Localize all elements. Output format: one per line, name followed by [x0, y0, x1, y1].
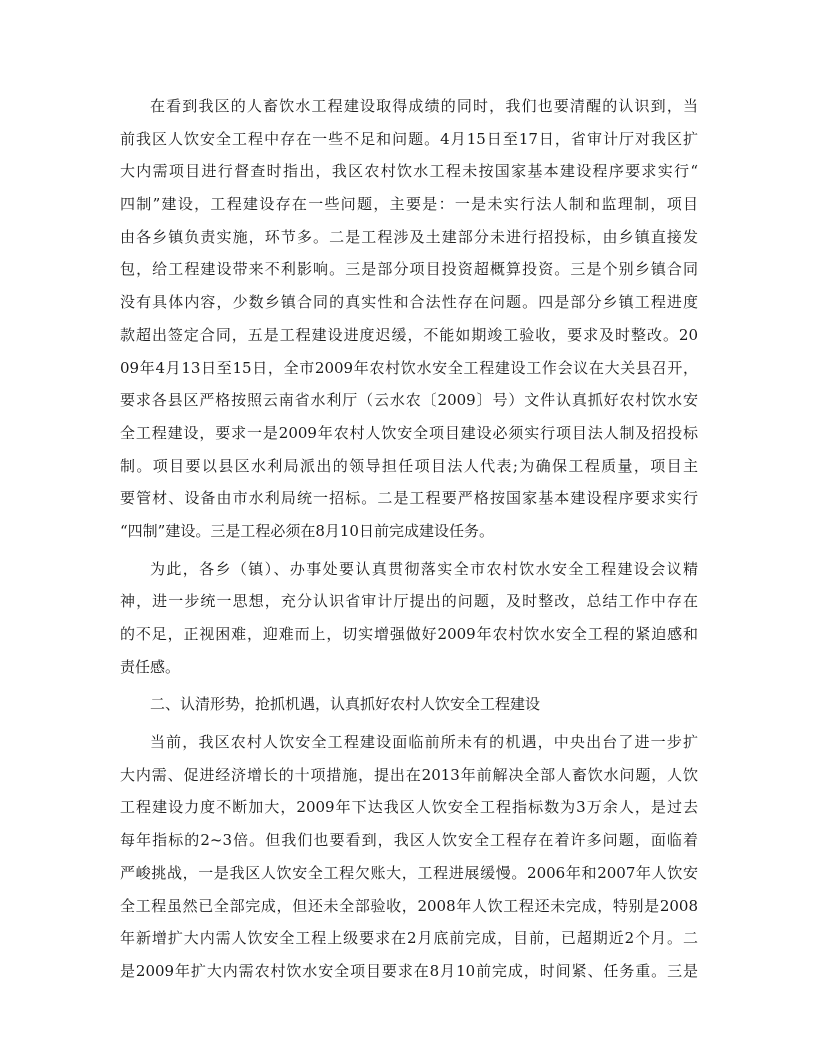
paragraph-line: 09年4月13日至15日，全市2009年农村饮水安全工程建设工作会议在大关县召开，: [120, 358, 698, 377]
paragraph: [120, 726, 698, 988]
paragraph-line: 为此，各乡（镇）、办事处要认真贯彻落实全市农村饮水安全工程建设会议精: [150, 559, 698, 578]
paragraph-line: 神，进一步统一思想，充分认识省审计厅提出的问题，及时整改，总结工作中存在: [120, 592, 698, 611]
paragraph-line: 责任感。: [120, 657, 181, 676]
paragraph-line: 的不足，正视困难，迎难而上，切实增强做好2009年农村饮水安全工程的紧迫感和: [120, 625, 698, 643]
paragraph-line: 款超出签定合同，五是工程建设进度迟缓，不能如期竣工验收，要求及时整改。20: [120, 325, 698, 344]
paragraph-line: 年新增扩大内需人饮安全工程上级要求在2月底前完成，目前，已超期近2个月。二: [120, 929, 698, 948]
paragraph-line: 没有具体内容，少数乡镇合同的真实性和合法性存在问题。四是部分乡镇工程进度: [120, 293, 698, 312]
paragraph-line: 四制”建设，工程建设存在一些问题，主要是：一是未实行法人制和监理制，项目: [120, 195, 698, 214]
paragraph-line: 要求各县区严格按照云南省水利厅（云水农〔2009〕号）文件认真抓好农村饮水安: [120, 391, 698, 410]
paragraph-line: 二、认清形势，抢抓机遇，认真抓好农村人饮安全工程建设: [150, 695, 541, 714]
paragraph-line: 工程建设力度不断加大，2009年下达我区人饮安全工程指标数为3万余人，是过去: [120, 798, 698, 817]
paragraph-line: 大内需、促进经济增长的十项措施，提出在2013年前解决全部人畜饮水问题，人饮: [120, 765, 698, 784]
paragraph-line: 是2009年扩大内需农村饮水安全项目要求在8月10前完成，时间紧、任务重。三是: [120, 961, 698, 980]
paragraph-line: 要管材、设备由市水利局统一招标。二是工程要严格按国家基本建设程序要求实行: [120, 489, 698, 508]
paragraph-line: 当前，我区农村人饮安全工程建设面临前所未有的机遇，中央出台了进一步扩: [150, 733, 698, 752]
paragraph: [120, 90, 698, 548]
document-body: [120, 90, 698, 988]
paragraph-line: 由各乡镇负责实施，环节多。二是工程涉及土建部分未进行招投标，由乡镇直接发: [120, 227, 698, 246]
paragraph-line: 制。项目要以县区水利局派出的领导担任项目法人代表;为确保工程质量，项目主: [120, 456, 698, 475]
paragraph-line: 在看到我区的人畜饮水工程建设取得成绩的同时，我们也要清醒的认识到，当: [150, 97, 698, 115]
paragraph-line: 每年指标的2~3倍。但我们也要看到，我区人饮安全工程存在着许多问题，面临着: [120, 831, 698, 850]
paragraph: [120, 688, 698, 721]
paragraph-line: “四制”建设。三是工程必须在8月10日前完成建设任务。: [120, 521, 494, 540]
paragraph-line: 全工程建设，要求一是2009年农村人饮安全项目建设必须实行项目法人制及招投标: [120, 423, 698, 442]
paragraph: [120, 553, 698, 684]
paragraph-line: 前我区人饮安全工程中存在一些不足和问题。4月15日至17日，省审计厅对我区扩: [120, 129, 698, 148]
paragraph-line: 大内需项目进行督查时指出，我区农村饮水工程未按国家基本建设程序要求实行“: [120, 162, 698, 181]
paragraph-line: 包，给工程建设带来不利影响。三是部分项目投资超概算投资。三是个别乡镇合同: [120, 260, 698, 279]
paragraph-line: 全工程虽然已全部完成，但还未全部验收，2008年人饮工程还未完成，特别是2008: [120, 896, 698, 915]
paragraph-line: 严峻挑战，一是我区人饮安全工程欠账大，工程进展缓慢。2006年和2007年人饮安: [120, 863, 698, 882]
